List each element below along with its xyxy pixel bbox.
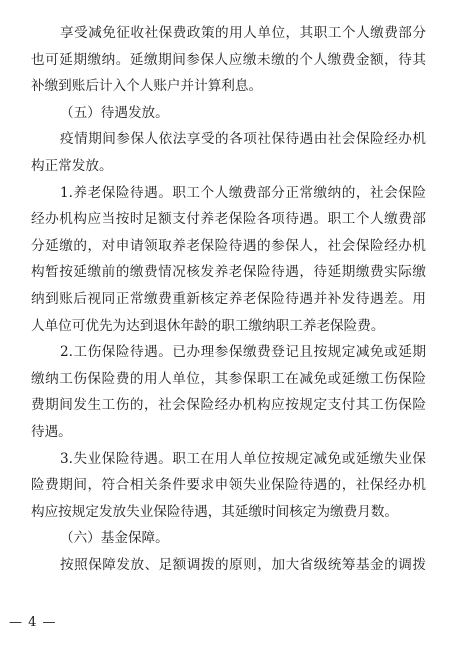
page-number: — 4 — bbox=[9, 615, 57, 630]
text-line: 按照保障发放、足额调拨的原则，加大省级统筹基金的调拨 bbox=[60, 556, 426, 573]
text-line: 纳到账后视同正常缴费重新核定养老保险待遇并补发待遇差。用 bbox=[31, 290, 426, 307]
document-body bbox=[31, 20, 426, 578]
text-line: 经办机构应当按时足额支付养老保险各项待遇。职工个人缴费部 bbox=[31, 211, 426, 228]
text-line: 缴纳工伤保险费的用人单位，其参保职工在减免或延缴工伤保险 bbox=[31, 370, 426, 387]
text-line: 构暂按延缴前的缴费情况核发养老保险待遇，待延期缴费实际缴 bbox=[31, 264, 426, 281]
text-line: 构正常发放。 bbox=[31, 157, 113, 174]
text-line: 2.工伤保险待遇。已办理参保缴费登记且按规定减免或延期 bbox=[60, 344, 426, 361]
text-line: 待遇。 bbox=[31, 423, 72, 440]
text-line: 1.养老保险待遇。职工个人缴费部分正常缴纳的，社会保险 bbox=[60, 184, 426, 201]
text-line: 享受减免征收社保费政策的用人单位，其职工个人缴费部分 bbox=[60, 25, 426, 41]
text-line: 分延缴的，对申请领取养老保险待遇的参保人，社会保险经办机 bbox=[31, 237, 426, 254]
section-heading: （六）基金保障。 bbox=[60, 530, 169, 547]
text-line: 人单位可优先为达到退休年龄的职工缴纳职工养老保险费。 bbox=[31, 317, 385, 334]
text-line: 补缴到账后计入个人账户并计算利息。 bbox=[31, 78, 263, 95]
text-line: 也可延期缴纳。延缴期间参保人应缴未缴的个人缴费金额，待其 bbox=[31, 51, 426, 68]
text-line: 构应按规定发放失业保险待遇，其延缴时间核定为缴费月数。 bbox=[31, 503, 399, 520]
section-heading: （五）待遇发放。 bbox=[60, 104, 169, 121]
text-line: 费期间发生工伤的，社会保险经办机构应按规定支付其工伤保险 bbox=[31, 397, 426, 414]
text-line: 险费期间，符合相关条件要求申领失业保险待遇的，社保经办机 bbox=[31, 477, 426, 494]
text-line: 疫情期间参保人依法享受的各项社保待遇由社会保险经办机 bbox=[60, 131, 426, 148]
text-line: 3.失业保险待遇。职工在用人单位按规定减免或延缴失业保 bbox=[60, 450, 426, 467]
